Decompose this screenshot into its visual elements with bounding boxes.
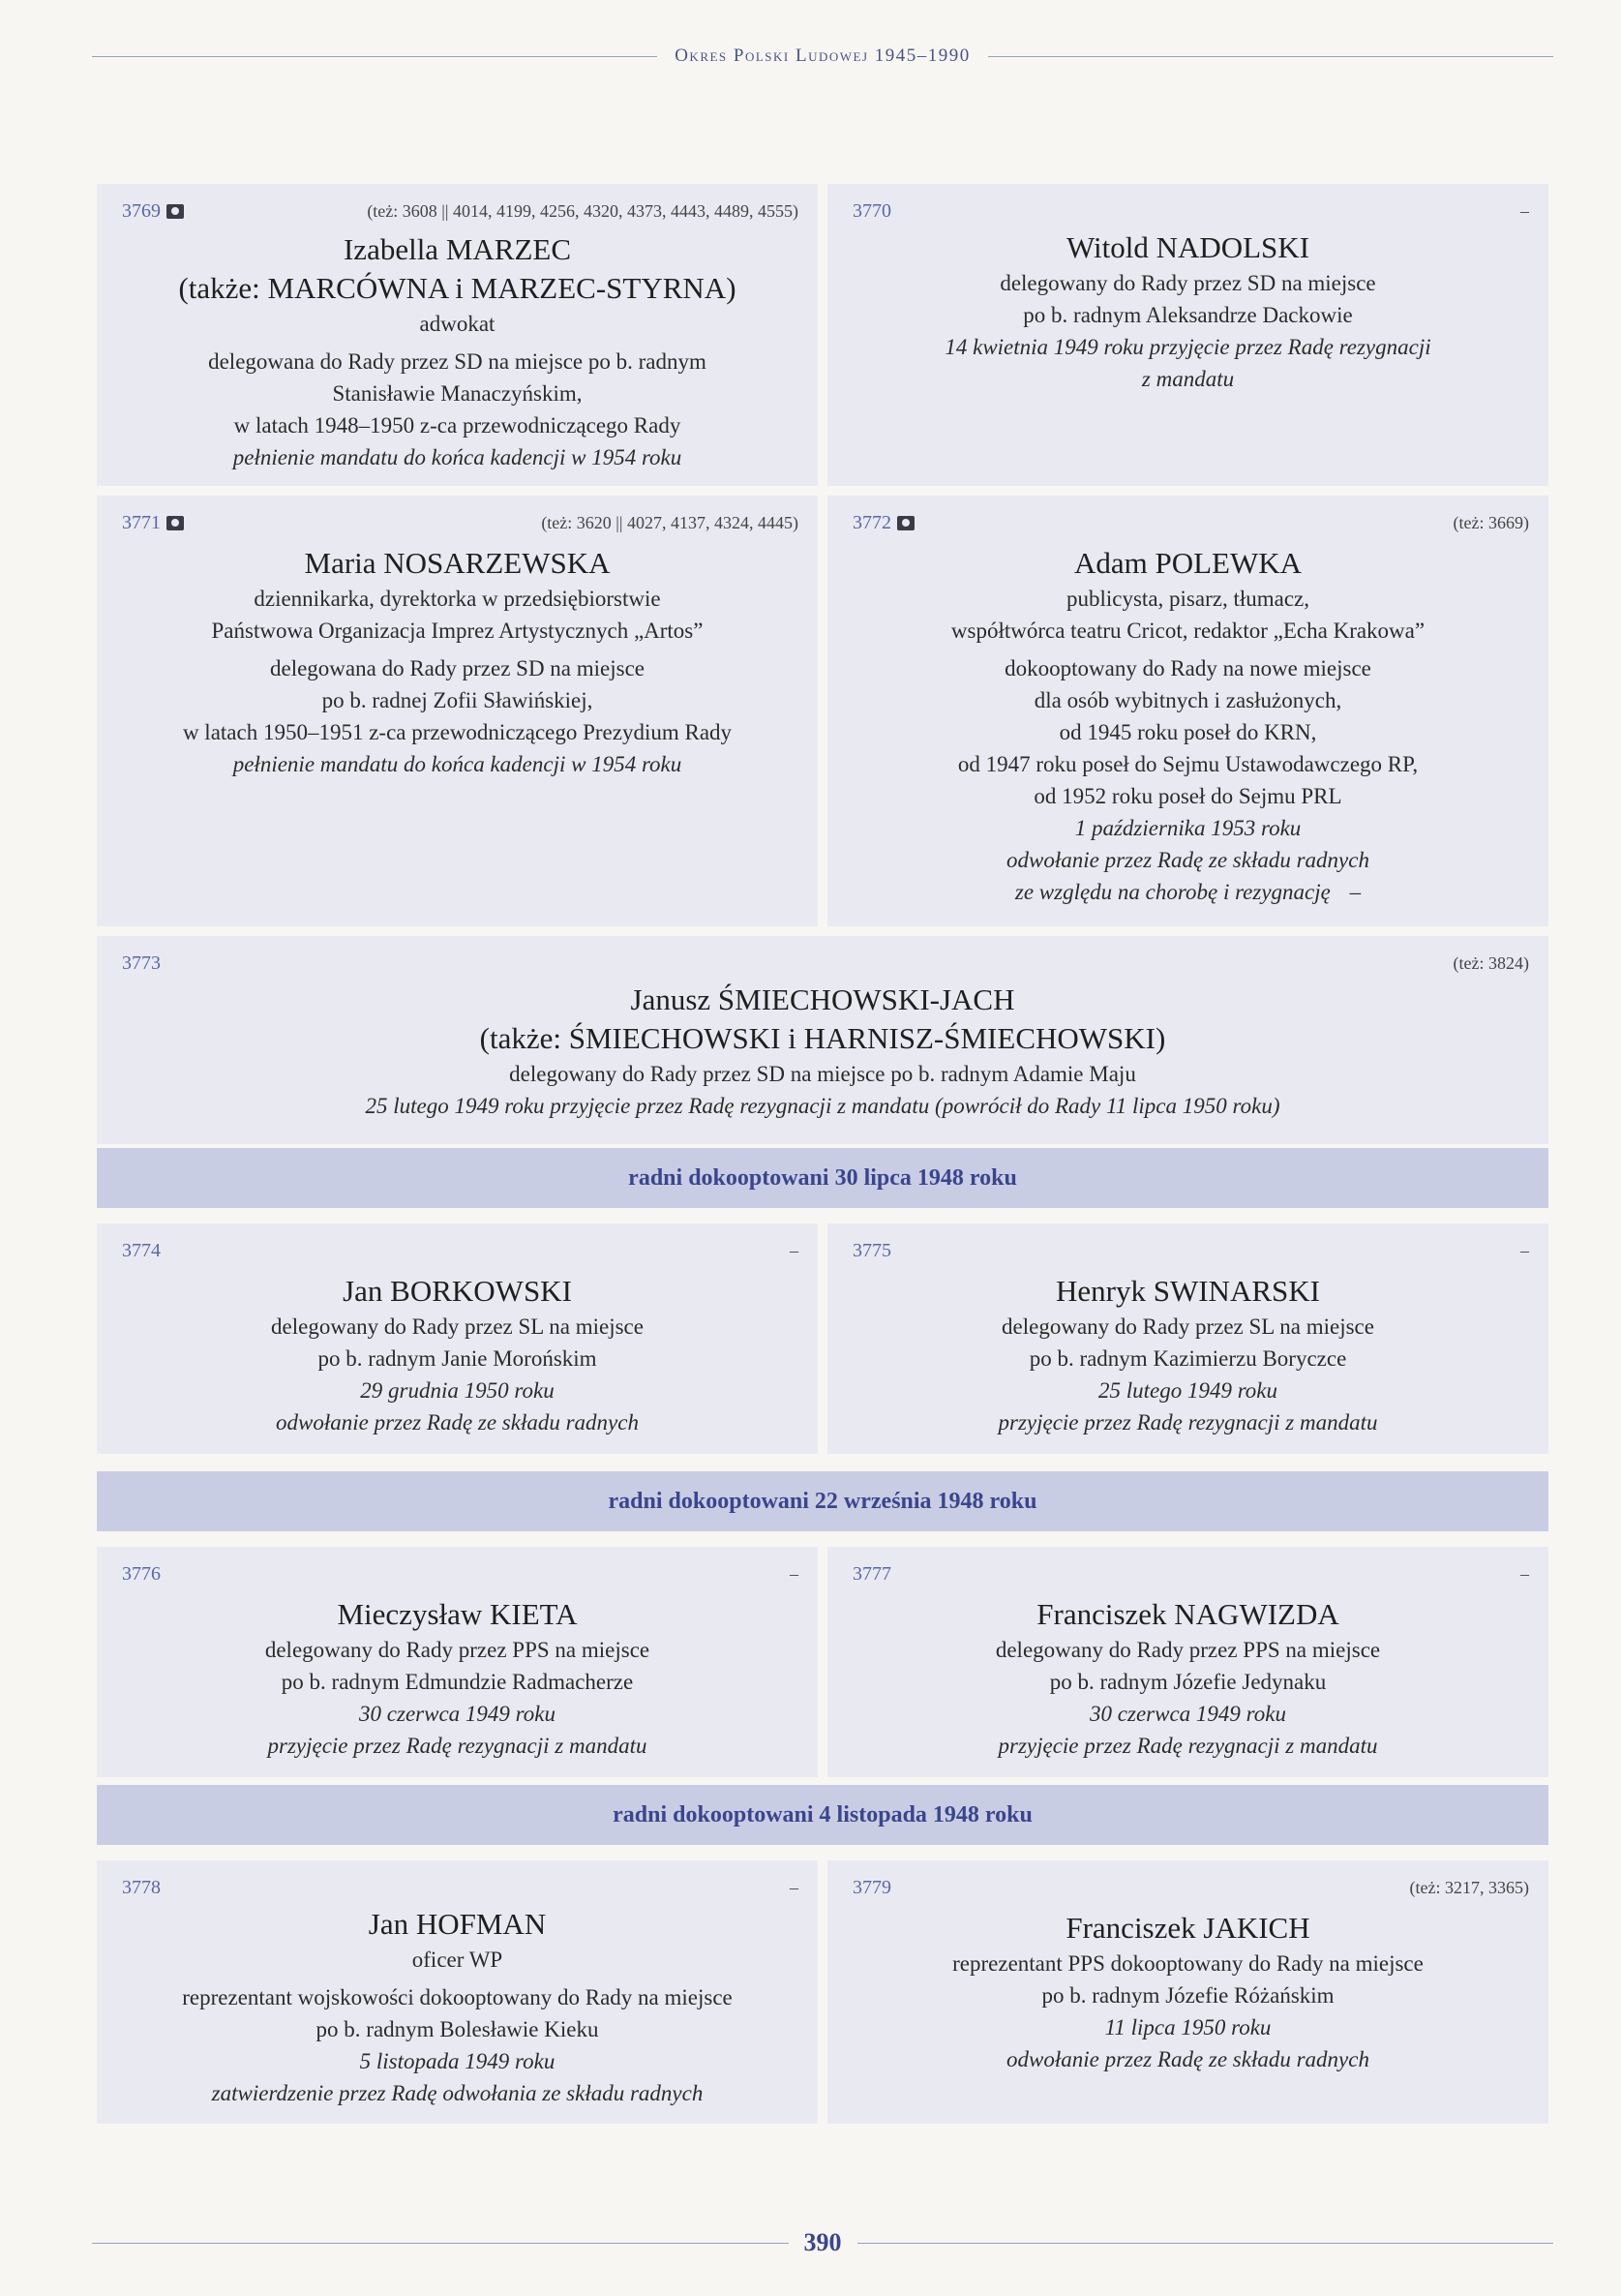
entry-line: po b. radnej Zofii Sławińskiej, <box>321 688 593 712</box>
entry-line: po b. radnym Kazimierzu Boryczce <box>1029 1346 1347 1371</box>
entry-line: od 1945 roku poseł do KRN, <box>1059 720 1317 744</box>
entry-body <box>847 544 1529 908</box>
photo-icon <box>897 516 915 530</box>
photo-icon <box>166 516 184 530</box>
entry-line: po b. radnym Bolesławie Kieku <box>315 2017 599 2041</box>
cross-reference: (też: 3620 || 4027, 4137, 4324, 4445) <box>541 513 798 532</box>
entry-line: reprezentant PPS dokooptowany do Rady na miejsce <box>952 1951 1424 1976</box>
entry-number: 3777 <box>853 1563 891 1585</box>
person-name: Franciszek JAKICH <box>1066 1911 1310 1945</box>
entry-line: publicysta, pisarz, tłumacz, <box>1066 587 1309 611</box>
entry-line-italic: przyjęcie przez Radę rezygnacji z mandatu <box>267 1734 647 1758</box>
entry-line: delegowany do Rady przez SD na miejsce po b. radnym Adamie Maju <box>509 1062 1136 1086</box>
entry-line-italic: 14 kwietnia 1949 roku przyjęcie przez Radę rezygnacji <box>945 335 1431 359</box>
entry-line-italic: zatwierdzenie przez Radę odwołania ze składu radnych <box>211 2081 704 2105</box>
entry-line: Państwowa Organizacja Imprez Artystycznych „Artos” <box>211 619 704 643</box>
entry-line-italic: pełnienie mandatu do końca kadencji w 1954 roku <box>232 445 682 469</box>
entry-number: 3775 <box>853 1240 891 1261</box>
entry-number-text: 3771 <box>122 512 161 533</box>
person-alias: (także: MARCÓWNA i MARZEC-STYRNA) <box>178 271 736 305</box>
entry-card-3769 <box>97 184 818 486</box>
footer-rule-left <box>92 2243 789 2244</box>
cross-reference: (też: 3217, 3365) <box>1409 1878 1529 1897</box>
entry-line: w latach 1948–1950 z-ca przewodniczącego Rady <box>233 413 681 438</box>
cross-reference: – <box>1520 201 1529 221</box>
person-name: Franciszek NAGWIZDA <box>1036 1597 1339 1631</box>
entry-line: po b. radnym Józefie Jedynaku <box>1049 1670 1327 1694</box>
cross-reference: – <box>790 1878 798 1897</box>
entry-line: po b. radnym Aleksandrze Dackowie <box>1023 303 1353 327</box>
entry-card-3773 <box>97 936 1548 1144</box>
person-name: Mieczysław KIETA <box>337 1597 578 1631</box>
page-number: 390 <box>803 2228 842 2256</box>
person-name: Witold NADOLSKI <box>1066 230 1310 264</box>
occupation: adwokat <box>419 312 495 336</box>
entry-line-italic: z mandatu <box>1141 367 1235 391</box>
person-name: Izabella MARZEC <box>343 232 571 266</box>
entry-line-italic: 30 czerwca 1949 roku <box>1090 1702 1286 1726</box>
entry-body <box>116 1905 798 2109</box>
cross-reference: – <box>1520 1564 1529 1584</box>
entry-body <box>116 981 1529 1122</box>
entry-body <box>847 1909 1529 2075</box>
dash-marker: – <box>1349 880 1362 904</box>
cross-reference: – <box>1520 1241 1529 1260</box>
entry-card-3771 <box>97 496 818 926</box>
entry-line-italic: 30 czerwca 1949 roku <box>359 1702 555 1726</box>
entry-line-italic: 11 lipca 1950 roku <box>1104 2015 1272 2039</box>
cross-reference: – <box>790 1564 798 1584</box>
entry-line: delegowany do Rady przez SL na miejsce <box>1002 1314 1374 1339</box>
person-alias: (także: ŚMIECHOWSKI i HARNISZ-ŚMIECHOWSKI) <box>479 1021 1166 1055</box>
entry-card-3774 <box>97 1224 818 1454</box>
entry-line: dokooptowany do Rady na nowe miejsce <box>1005 656 1371 680</box>
entry-card-3778 <box>97 1860 818 2124</box>
entry-line-italic: 25 lutego 1949 roku <box>1097 1378 1278 1403</box>
entry-line: od 1947 roku poseł do Sejmu Ustawodawczego RP, <box>957 752 1419 776</box>
entry-number <box>853 511 915 534</box>
entry-number: 3776 <box>122 1563 161 1585</box>
entry-line-italic: 25 lutego 1949 roku przyjęcie przez Radę rezygnacji z mandatu (powrócił do Rady 11 lipca 1950 roku) <box>365 1094 1280 1118</box>
entry-card-3779 <box>827 1860 1548 2124</box>
photo-icon <box>166 204 184 219</box>
section-header: radni dokooptowani 22 września 1948 roku <box>97 1471 1548 1531</box>
cross-reference: (też: 3608 || 4014, 4199, 4256, 4320, 4373, 4443, 4489, 4555) <box>367 201 798 221</box>
entry-line-italic: ze względu na chorobę i rezygnację <box>1014 880 1331 904</box>
entry-number: 3770 <box>853 200 891 222</box>
entry-card-3770 <box>827 184 1548 486</box>
entry-line-italic: 29 grudnia 1950 roku <box>360 1378 555 1403</box>
entry-line: Stanisławie Manaczyńskim, <box>332 381 583 406</box>
entry-line-last <box>847 876 1529 908</box>
section-header: radni dokooptowani 4 listopada 1948 roku <box>97 1785 1548 1845</box>
entry-body <box>847 1595 1529 1762</box>
entry-line-italic: 1 października 1953 roku <box>1074 816 1302 840</box>
running-header <box>92 37 1553 76</box>
running-header-title: Okres Polski Ludowej 1945–1990 <box>675 45 971 66</box>
person-name: Adam POLEWKA <box>1073 546 1303 580</box>
entry-line: delegowany do Rady przez SL na miejsce <box>271 1314 644 1339</box>
entry-number <box>122 199 184 223</box>
entry-body <box>116 230 798 473</box>
entry-line-italic: pełnienie mandatu do końca kadencji w 1954 roku <box>232 752 682 776</box>
entry-number-text: 3769 <box>122 200 161 222</box>
entry-line: w latach 1950–1951 z-ca przewodniczącego Prezydium Rady <box>182 720 733 744</box>
entry-line: po b. radnym Edmundzie Radmacherze <box>281 1670 634 1694</box>
cross-reference: (też: 3669) <box>1453 513 1529 532</box>
entry-line: delegowany do Rady przez PPS na miejsce <box>264 1638 650 1662</box>
person-name: Jan HOFMAN <box>368 1907 547 1941</box>
entry-body <box>847 228 1529 395</box>
header-rule-left <box>92 56 657 57</box>
entry-line: delegowany do Rady przez SD na miejsce <box>1000 271 1376 295</box>
entry-line-italic: odwołanie przez Radę ze składu radnych <box>276 1410 639 1435</box>
entry-line: oficer WP <box>411 1948 503 1972</box>
footer-rule-right <box>857 2243 1554 2244</box>
cross-reference: – <box>790 1241 798 1260</box>
entry-card-3776 <box>97 1547 818 1777</box>
entry-number-text: 3772 <box>853 512 891 533</box>
entry-line: po b. radnym Józefie Różańskim <box>1041 1983 1335 2008</box>
entry-line: dziennikarka, dyrektorka w przedsiębiorstwie <box>254 587 661 611</box>
entry-line-italic: 5 listopada 1949 roku <box>359 2049 555 2073</box>
entry-line: dla osób wybitnych i zasłużonych, <box>1034 688 1342 712</box>
section-header: radni dokooptowani 30 lipca 1948 roku <box>97 1148 1548 1208</box>
entry-number: 3774 <box>122 1240 161 1261</box>
entry-number: 3778 <box>122 1877 161 1898</box>
entry-line: delegowana do Rady przez SD na miejsce po b. radnym <box>208 349 706 374</box>
entry-body <box>116 1595 798 1762</box>
entry-line-italic: odwołanie przez Radę ze składu radnych <box>1006 2047 1369 2071</box>
entry-line-italic: przyjęcie przez Radę rezygnacji z mandatu <box>998 1410 1378 1435</box>
entry-line-italic: przyjęcie przez Radę rezygnacji z mandatu <box>998 1734 1378 1758</box>
entry-body <box>116 544 798 780</box>
person-name: Jan BORKOWSKI <box>343 1274 572 1308</box>
cross-reference: (też: 3824) <box>1453 953 1529 973</box>
person-name: Janusz ŚMIECHOWSKI-JACH <box>630 982 1015 1016</box>
entry-card-3772 <box>827 496 1548 926</box>
entry-number <box>122 511 184 534</box>
entry-body <box>116 1272 798 1438</box>
header-rule-right <box>988 56 1553 57</box>
entry-line: delegowany do Rady przez PPS na miejsce <box>995 1638 1381 1662</box>
entry-card-3777 <box>827 1547 1548 1777</box>
entry-line: delegowana do Rady przez SD na miejsce <box>269 656 645 680</box>
entry-line: od 1952 roku poseł do Sejmu PRL <box>1034 784 1342 808</box>
page-footer <box>92 2221 1553 2264</box>
entry-number: 3779 <box>853 1877 891 1898</box>
entry-line-italic: odwołanie przez Radę ze składu radnych <box>1006 848 1369 872</box>
entry-line: po b. radnym Janie Morońskim <box>317 1346 597 1371</box>
entry-line: współtwórca teatru Cricot, redaktor „Echa Krakowa” <box>950 619 1426 643</box>
entry-body <box>847 1272 1529 1438</box>
entry-card-3775 <box>827 1224 1548 1454</box>
person-name: Maria NOSARZEWSKA <box>304 546 611 580</box>
person-name: Henryk SWINARSKI <box>1056 1274 1320 1308</box>
entry-number: 3773 <box>122 952 161 974</box>
entry-line: reprezentant wojskowości dokooptowany do Rady na miejsce <box>182 1985 733 2009</box>
